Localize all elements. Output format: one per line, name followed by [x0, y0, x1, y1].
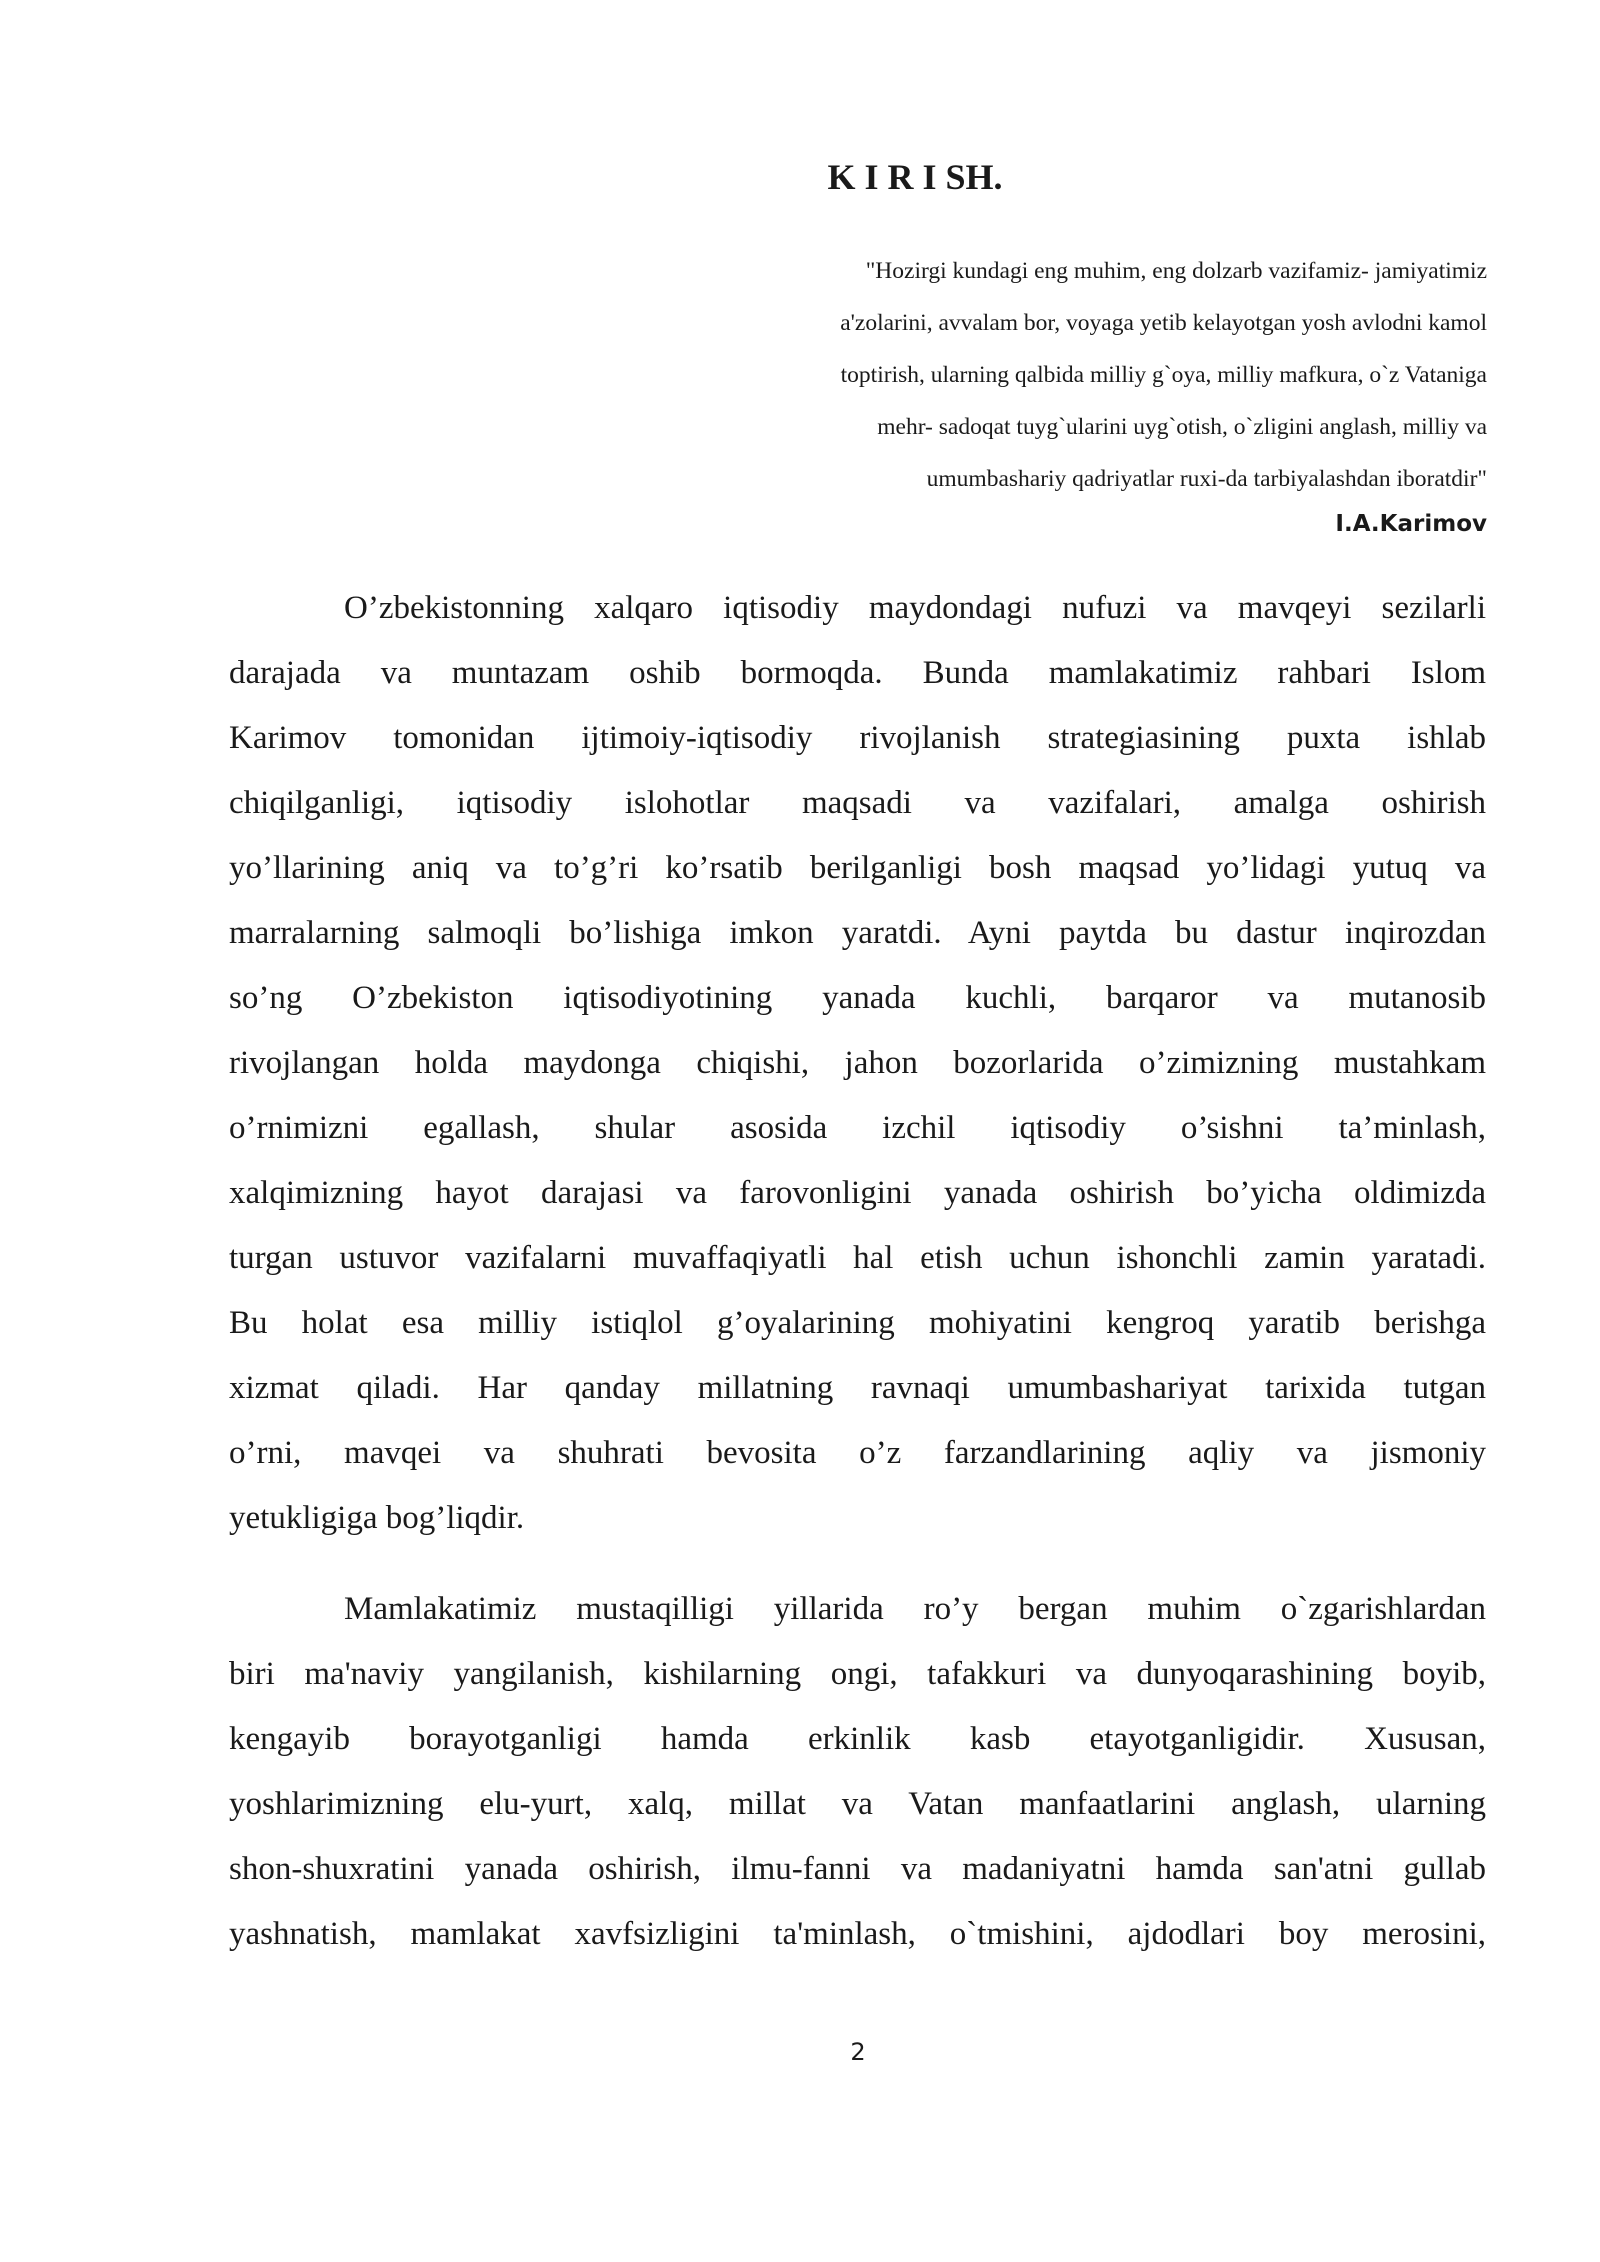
paragraph-line: Mamlakatimiz mustaqilligi yillarida ro’y bergan muhim o`zgarishlardan — [344, 1591, 1486, 1627]
paragraph-2 — [229, 1577, 1486, 1967]
paragraph-line: xalqimizning hayot darajasi va farovonligini yanada oshirish bo’yicha oldimizda — [229, 1175, 1486, 1211]
paragraph-line: yetukligiga bog’liqdir. — [229, 1500, 525, 1536]
paragraph-line: Karimov tomonidan ijtimoiy-iqtisodiy rivojlanish strategiasining puxta ishlab — [229, 720, 1486, 756]
epigraph-author: I.A.Karimov — [1335, 511, 1487, 537]
paragraph-line: turgan ustuvor vazifalarni muvaffaqiyatli hal etish uchun ishonchli zamin yaratadi. — [229, 1240, 1486, 1276]
paragraph-line: yo’llarining aniq va to’g’ri ko’rsatib berilganligi bosh maqsad yo’lidagi yutuq va — [229, 850, 1486, 886]
epigraph-line: mehr- sadoqat tuyg`ularini uyg`otish, o`zligini anglash, milliy va — [877, 414, 1487, 440]
page-title: K I R I SH. — [827, 157, 1003, 197]
epigraph-line: a'zolarini, avvalam bor, voyaga yetib kelayotgan yosh avlodni kamol — [840, 310, 1487, 336]
epigraph-line: toptirish, ularning qalbida milliy g`oya, milliy mafkura, o`z Vataniga — [840, 362, 1487, 388]
paragraph-line: biri ma'naviy yangilanish, kishilarning ongi, tafakkuri va dunyoqarashining boyib, — [229, 1656, 1486, 1692]
paragraph-line: yoshlarimizning elu-yurt, xalq, millat va Vatan manfaatlarini anglash, ularning — [229, 1786, 1486, 1822]
epigraph-line: "Hozirgi kundagi eng muhim, eng dolzarb vazifamiz- jamiyatimiz — [865, 258, 1487, 284]
paragraph-line: o’rnimizni egallash, shular asosida izchil iqtisodiy o’sishni ta’minlash, — [229, 1110, 1486, 1146]
paragraph-line: O’zbekistonning xalqaro iqtisodiy maydondagi nufuzi va mavqeyi sezilarli — [344, 590, 1486, 626]
paragraph-line: chiqilganligi, iqtisodiy islohotlar maqsadi va vazifalari, amalga oshirish — [229, 785, 1486, 821]
paragraph-1 — [229, 576, 1486, 1551]
page-number: 2 — [850, 2038, 866, 2066]
paragraph-line: o’rni, mavqei va shuhrati bevosita o’z farzandlarining aqliy va jismoniy — [229, 1435, 1486, 1471]
paragraph-line: kengayib borayotganligi hamda erkinlik kasb etayotganligidir. Xususan, — [229, 1721, 1486, 1757]
paragraph-line: darajada va muntazam oshib bormoqda. Bunda mamlakatimiz rahbari Islom — [229, 655, 1486, 691]
epigraph-line: umumbashariy qadriyatlar ruxi-da tarbiyalashdan iboratdir" — [926, 466, 1487, 492]
paragraph-line: yashnatish, mamlakat xavfsizligini ta'minlash, o`tmishini, ajdodlari boy merosini, — [229, 1916, 1486, 1952]
paragraph-line: rivojlangan holda maydonga chiqishi, jahon bozorlarida o’zimizning mustahkam — [229, 1045, 1486, 1081]
paragraph-line: Bu holat esa milliy istiqlol g’oyalarining mohiyatini kengroq yaratib berishga — [229, 1305, 1486, 1341]
paragraph-line: xizmat qiladi. Har qanday millatning ravnaqi umumbashariyat tarixida tutgan — [229, 1370, 1486, 1406]
epigraph-quote — [607, 245, 1487, 505]
paragraph-line: shon-shuxratini yanada oshirish, ilmu-fanni va madaniyatni hamda san'atni gullab — [229, 1851, 1486, 1887]
paragraph-line: marralarning salmoqli bo’lishiga imkon yaratdi. Ayni paytda bu dastur inqirozdan — [229, 915, 1486, 951]
paragraph-line: so’ng O’zbekiston iqtisodiyotining yanada kuchli, barqaror va mutanosib — [229, 980, 1486, 1016]
